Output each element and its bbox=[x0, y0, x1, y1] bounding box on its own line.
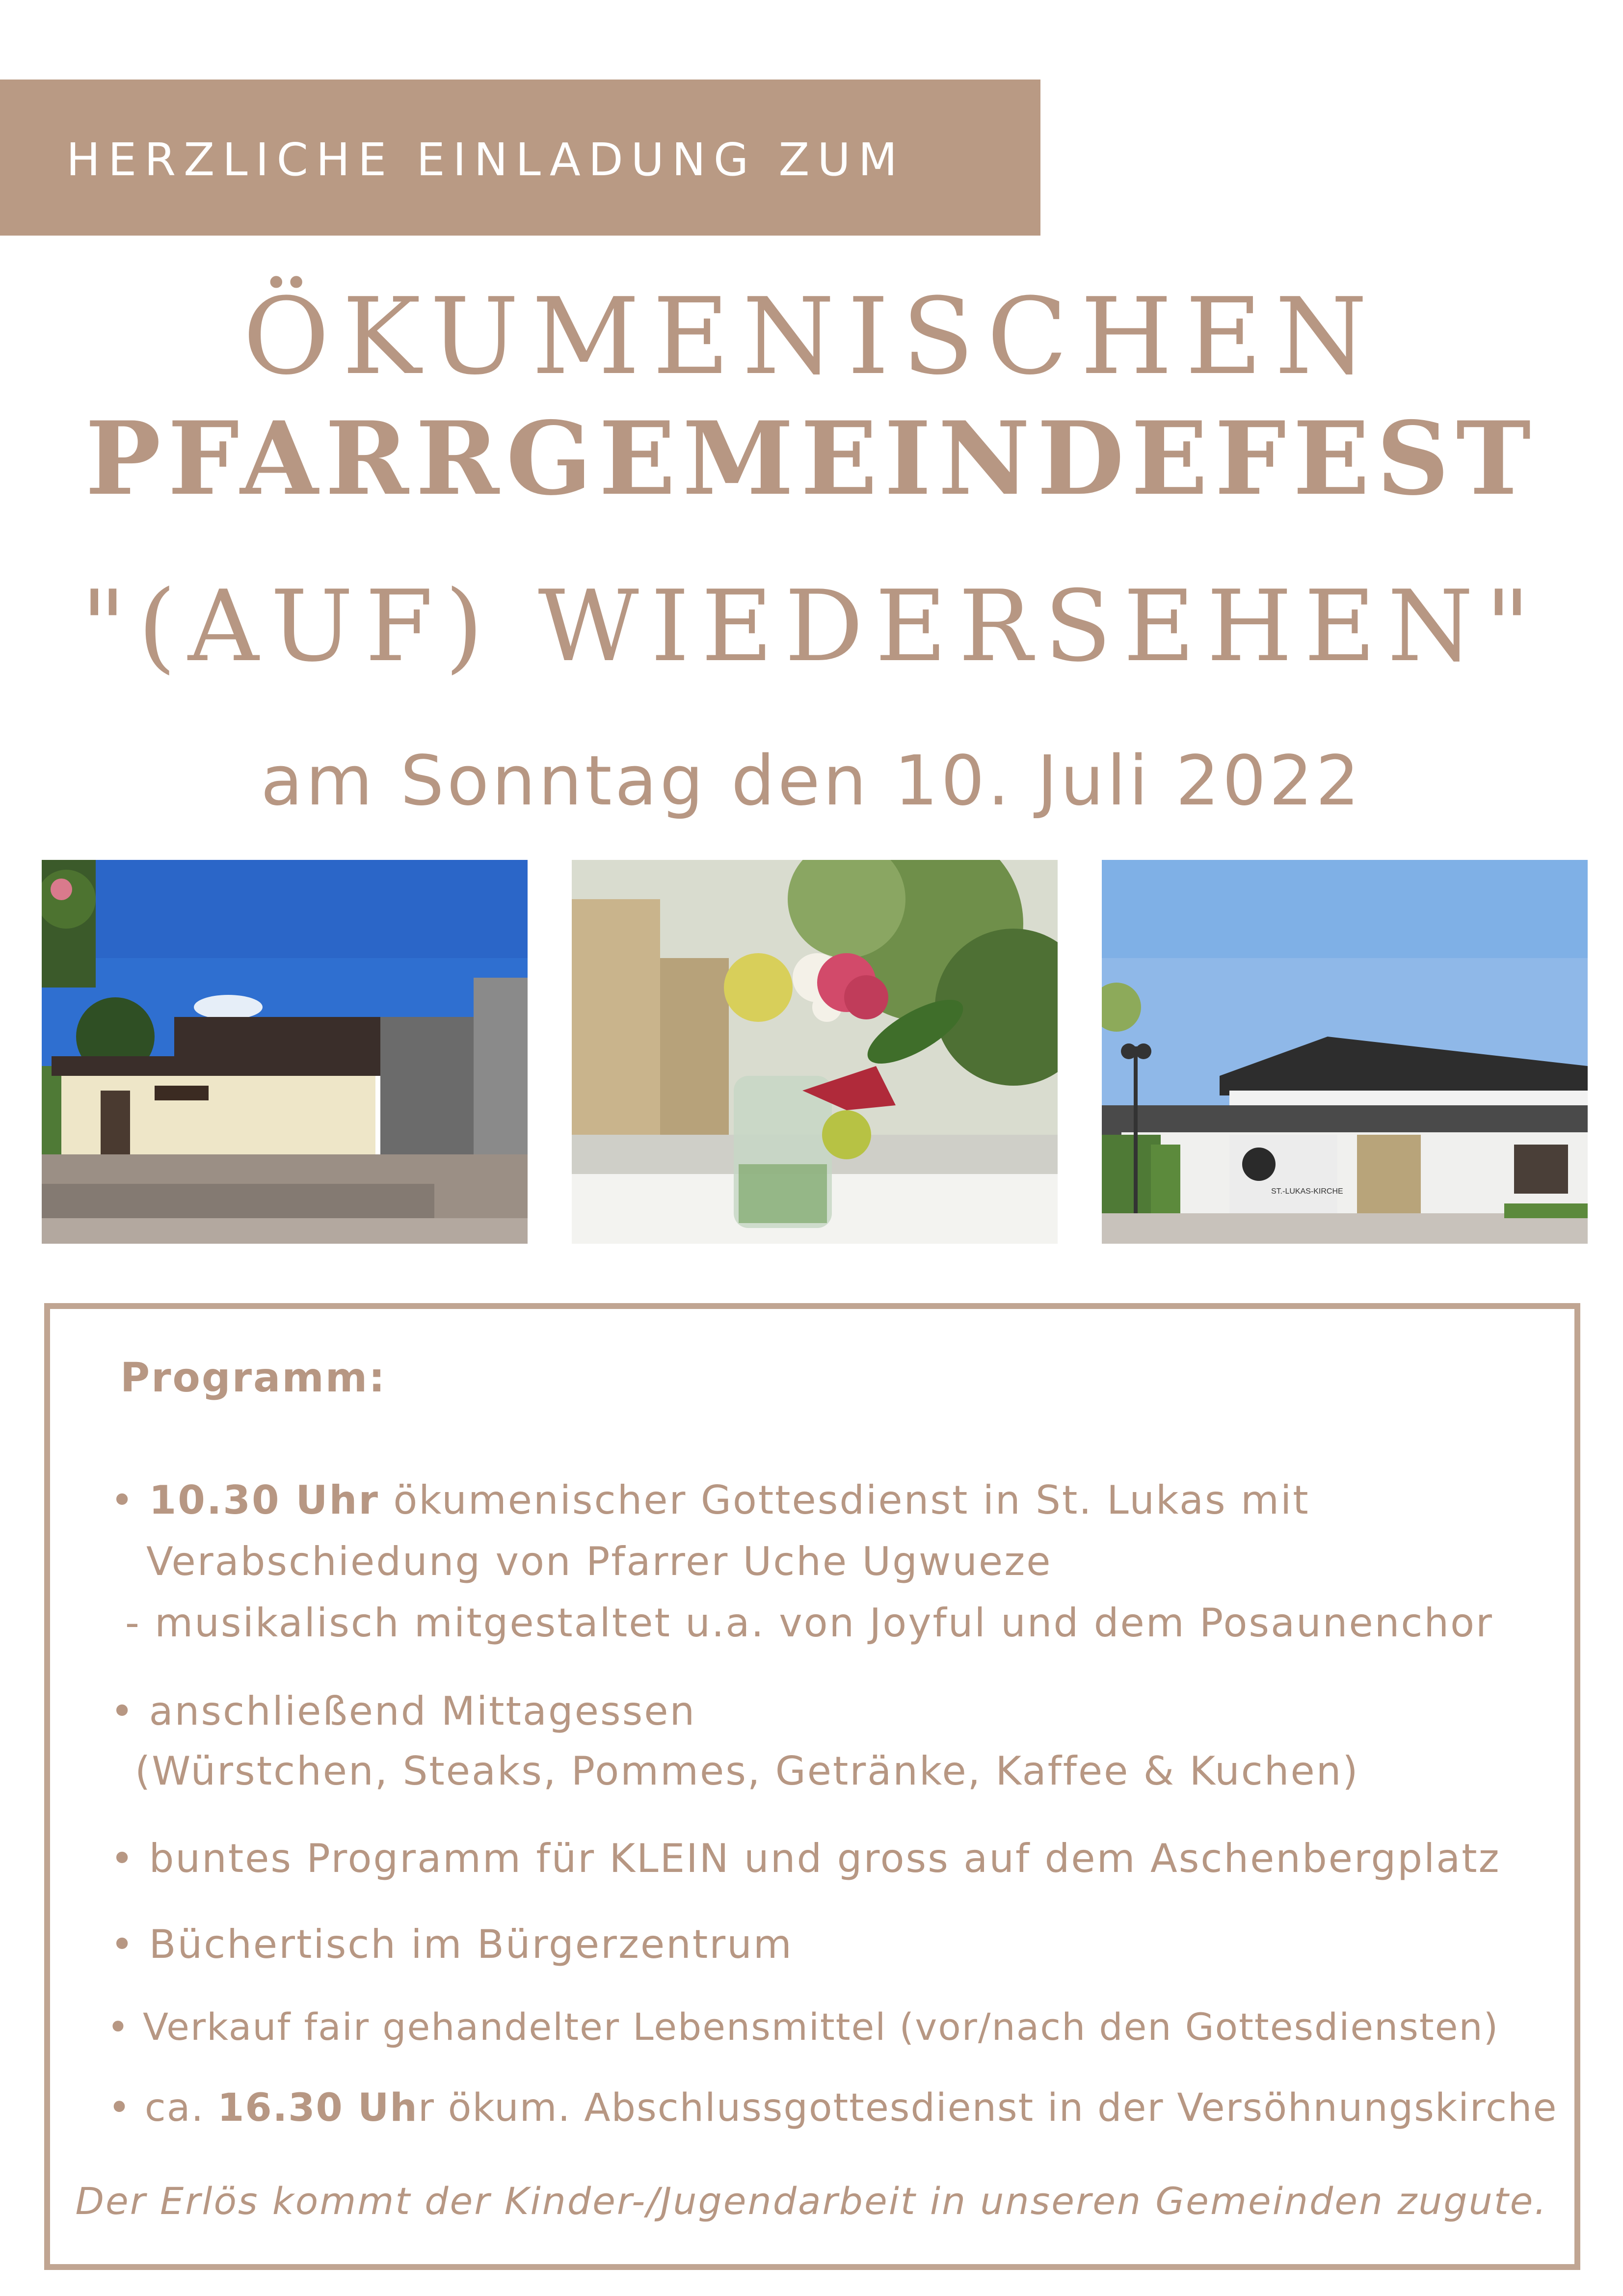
bullet: • bbox=[107, 2005, 130, 2049]
program-item-1-cont2: - musikalisch mitgestaltet u.a. von Joyful und dem Posaunenchor bbox=[125, 1600, 1493, 1646]
program-time: 16.30 Uh bbox=[217, 2086, 418, 2130]
program-item-3 bbox=[110, 1836, 1501, 1881]
title-line-1: ÖKUMENISCHEN bbox=[243, 275, 1380, 398]
program-item-2 bbox=[110, 1688, 696, 1734]
bullet: • bbox=[108, 2086, 132, 2130]
program-text: r ökum. Abschlussgottesdienst in der Versöhnungskirche bbox=[418, 2086, 1558, 2130]
church-building-photo bbox=[42, 860, 528, 1244]
program-item-1 bbox=[110, 1477, 1310, 1523]
program-pre: ca. bbox=[144, 2086, 218, 2130]
st-lukas-church-photo bbox=[1102, 860, 1588, 1244]
program-item-6 bbox=[108, 2086, 1557, 2130]
program-text: buntes Programm für KLEIN und gross auf dem Aschenbergplatz bbox=[149, 1836, 1501, 1881]
program-title: Programm: bbox=[120, 1355, 387, 1401]
program-item-2-cont1: (Würstchen, Steaks, Pommes, Getränke, Kaffee & Kuchen) bbox=[135, 1748, 1359, 1794]
event-date: am Sonntag den 10. Juli 2022 bbox=[261, 741, 1362, 821]
title-line-2: PFARRGEMEINDEFEST bbox=[85, 400, 1538, 518]
banner-text: HERZLICHE EINLADUNG ZUM bbox=[66, 133, 905, 186]
footer-note: Der Erlös kommt der Kinder-/Jugendarbeit in unseren Gemeinden zugute. bbox=[75, 2179, 1548, 2223]
title-line-3: "(AUF) WIEDERSEHEN" bbox=[80, 569, 1543, 684]
program-item-5 bbox=[107, 2005, 1499, 2049]
program-text: Verkauf fair gehandelter Lebensmittel (vor/nach den Gottesdiensten) bbox=[143, 2005, 1499, 2049]
program-time: 10.30 Uhr bbox=[149, 1477, 379, 1523]
header-banner bbox=[0, 80, 1040, 236]
flower-vase-photo bbox=[572, 860, 1058, 1244]
bullet: • bbox=[110, 1688, 135, 1734]
bullet: • bbox=[110, 1922, 135, 1967]
program-text: Büchertisch im Bürgerzentrum bbox=[149, 1922, 793, 1967]
program-text: anschließend Mittagessen bbox=[149, 1688, 696, 1734]
church-sign-text: ST.-LUKAS-KIRCHE bbox=[1271, 1187, 1343, 1196]
bullet: • bbox=[110, 1477, 135, 1523]
program-item-1-cont1: Verabschiedung von Pfarrer Uche Ugwueze bbox=[146, 1539, 1052, 1584]
program-text: ökumenischer Gottesdienst in St. Lukas mit bbox=[379, 1477, 1310, 1523]
bullet: • bbox=[110, 1836, 135, 1881]
program-item-4 bbox=[110, 1922, 793, 1967]
